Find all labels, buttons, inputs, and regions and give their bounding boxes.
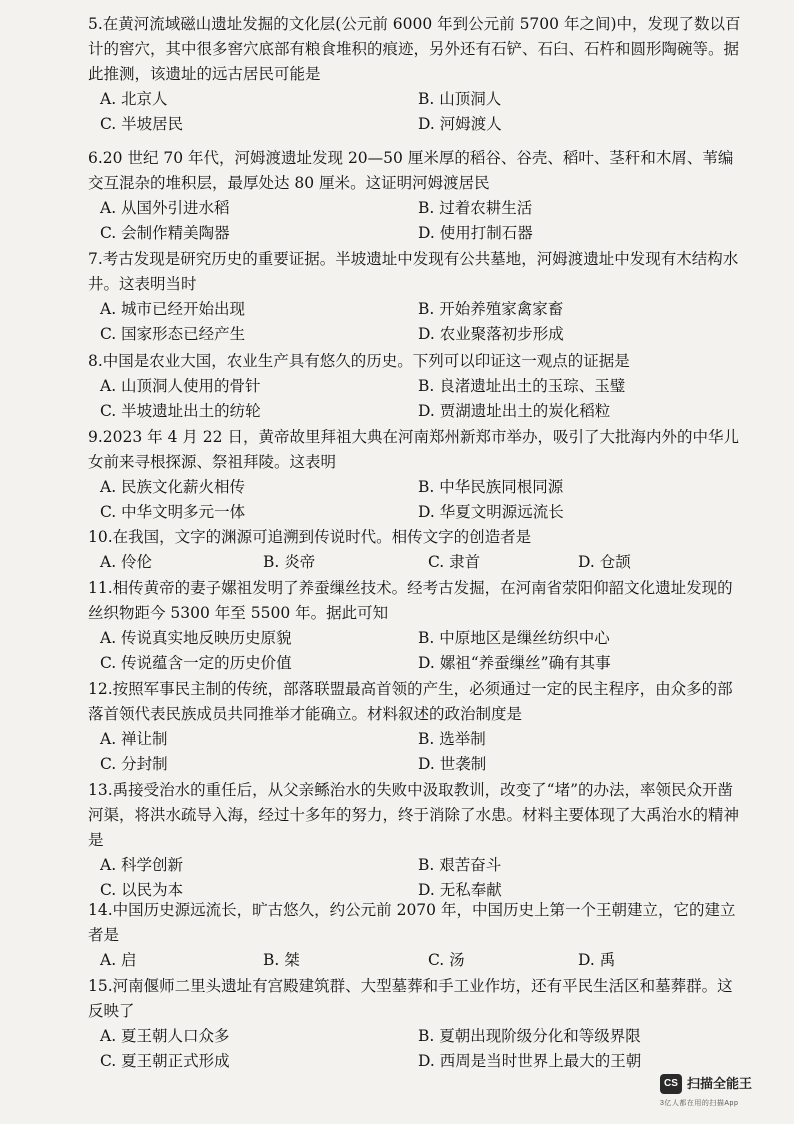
option-d: D. 嫘祖“养蚕缫丝”确有其事: [418, 654, 611, 672]
question-13: [88, 778, 748, 903]
options-row-1: [88, 374, 748, 399]
option-c: C. 中华文明多元一体: [100, 503, 246, 521]
option-d: D. 世袭制: [418, 755, 487, 773]
option-a: A. 禅让制: [100, 730, 168, 748]
option-c: C. 国家形态已经产生: [100, 325, 246, 343]
options-row-2: [88, 1049, 748, 1074]
option-c: C. 以民为本: [100, 881, 184, 899]
options-row-2: [88, 752, 748, 777]
option-c: C. 会制作精美陶器: [100, 224, 230, 242]
option-b: B. 夏朝出现阶级分化和等级界限: [418, 1027, 641, 1045]
question-15: [88, 974, 748, 1074]
question-6: [88, 146, 748, 246]
option-a: A. 民族文化薪火相传: [100, 478, 246, 496]
option-c: C. 半坡居民: [100, 115, 184, 133]
option-d: D. 西周是当时世界上最大的王朝: [418, 1052, 642, 1070]
option-b: B. 选举制: [418, 730, 486, 748]
options-row: [88, 948, 748, 973]
options-row-1: [88, 727, 748, 752]
question-10: [88, 525, 748, 575]
options-row-2: [88, 651, 748, 676]
question-stem: 11.相传黄帝的妻子嫘祖发明了养蚕缫丝技术。经考古发掘，在河南省荥阳仰韶文化遗址发现的丝织物距今 5300 年至 5500 年。据此可知: [88, 579, 733, 622]
option-b: B. 过着农耕生活: [418, 199, 533, 217]
scanner-watermark: [660, 1070, 780, 1114]
question-stem: 15.河南偃师二里头遗址有宫殿建筑群、大型墓葬和手工业作坊，还有平民生活区和墓葬群。这反映了: [88, 977, 733, 1020]
question-stem: 6.20 世纪 70 年代，河姆渡遗址发现 20—50 厘米厚的稻谷、谷壳、稻叶、茎秆和木屑、苇编交互混杂的堆积层，最厚处达 80 厘米。这证明河姆渡居民: [88, 149, 734, 192]
option-a: A. 从国外引进水稻: [100, 199, 230, 217]
question-stem: 5.在黄河流域磁山遗址发掘的文化层(公元前 6000 年到公元前 5700 年之间)中，发现了数以百计的窖穴，其中很多窖穴底部有粮食堆积的痕迹，另外还有石铲、石臼、石杵和圆形陶碗等。据此推测，该遗址的远古居民可能是: [88, 15, 741, 83]
options-row-1: [88, 475, 748, 500]
option-b: B. 中原地区是缫丝纺织中心: [418, 629, 610, 647]
options-row-2: [88, 500, 748, 525]
question-11: [88, 576, 748, 676]
option-b: B. 桀: [263, 951, 300, 969]
options-row-1: [88, 297, 748, 322]
options-row-2: [88, 221, 748, 246]
options-row-1: [88, 626, 748, 651]
question-7: [88, 247, 748, 347]
option-c: C. 汤: [428, 951, 465, 969]
question-stem: 9.2023 年 4 月 22 日，黄帝故里拜祖大典在河南郑州新郑市举办，吸引了大批海内外的中华儿女前来寻根探源、祭祖拜陵。这表明: [88, 428, 739, 471]
option-d: D. 仓颉: [578, 553, 631, 571]
option-a: A. 传说真实地反映历史原貌: [100, 629, 292, 647]
options-row: [88, 550, 748, 575]
question-9: [88, 425, 748, 525]
options-row-1: [88, 1024, 748, 1049]
options-row-1: [88, 87, 748, 112]
option-d: D. 华夏文明源远流长: [418, 503, 564, 521]
option-d: D. 无私奉献: [418, 881, 502, 899]
question-stem: 13.禹接受治水的重任后，从父亲鲧治水的失败中汲取教训，改变了“堵”的办法，率领民众开凿河渠，将洪水疏导入海，经过十多年的努力，终于消除了水患。材料主要体现了大禹治水的精神是: [88, 781, 740, 849]
option-a: A. 城市已经开始出现: [100, 300, 246, 318]
question-stem: 7.考古发现是研究历史的重要证据。半坡遗址中发现有公共墓地，河姆渡遗址中发现有木结构水井。这表明当时: [88, 250, 739, 293]
options-row-1: [88, 853, 748, 878]
option-a: A. 山顶洞人使用的骨针: [100, 377, 261, 395]
option-d: D. 河姆渡人: [418, 115, 502, 133]
option-c: C. 传说蕴含一定的历史价值: [100, 654, 292, 672]
scanner-logo-icon: CS: [660, 1074, 682, 1094]
option-a: A. 夏王朝人口众多: [100, 1027, 230, 1045]
question-5: [88, 12, 748, 137]
option-b: B. 良渚遗址出土的玉琮、玉璧: [418, 377, 626, 395]
option-b: B. 中华民族同根同源: [418, 478, 564, 496]
option-c: C. 夏王朝正式形成: [100, 1052, 230, 1070]
options-row-2: [88, 322, 748, 347]
option-b: B. 山顶洞人: [418, 90, 502, 108]
question-stem: 14.中国历史源远流长，旷古悠久，约公元前 2070 年，中国历史上第一个王朝建立，它的建立者是: [88, 901, 736, 944]
option-d: D. 使用打制石器: [418, 224, 533, 242]
question-stem: 12.按照军事民主制的传统，部落联盟最高首领的产生，必须通过一定的民主程序，由众多的部落首领代表民族成员共同推举才能确立。材料叙述的政治制度是: [88, 680, 733, 723]
question-stem: 8.中国是农业大国，农业生产具有悠久的历史。下列可以印证这一观点的证据是: [88, 352, 630, 370]
question-12: [88, 677, 748, 777]
options-row-2: [88, 112, 748, 137]
option-b: B. 炎帝: [263, 553, 316, 571]
option-d: D. 贾湖遗址出土的炭化稻粒: [418, 402, 611, 420]
question-14: [88, 898, 748, 973]
option-c: C. 隶首: [428, 553, 481, 571]
scanner-tagline: 3亿人都在用的扫描App: [660, 1100, 739, 1107]
option-c: C. 半坡遗址出土的纺轮: [100, 402, 261, 420]
question-8: [88, 349, 748, 424]
options-row-2: [88, 399, 748, 424]
option-a: A. 北京人: [100, 90, 168, 108]
scanner-app-name: 扫描全能王: [687, 1076, 753, 1091]
options-row-1: [88, 196, 748, 221]
option-b: B. 艰苦奋斗: [418, 856, 502, 874]
option-a: A. 伶伦: [100, 553, 153, 571]
option-c: C. 分封制: [100, 755, 168, 773]
option-b: B. 开始养殖家禽家畜: [418, 300, 564, 318]
option-a: A. 科学创新: [100, 856, 184, 874]
option-d: D. 禹: [578, 951, 616, 969]
question-stem: 10.在我国，文字的渊源可追溯到传说时代。相传文字的创造者是: [88, 528, 532, 546]
option-a: A. 启: [100, 951, 137, 969]
option-d: D. 农业聚落初步形成: [418, 325, 564, 343]
